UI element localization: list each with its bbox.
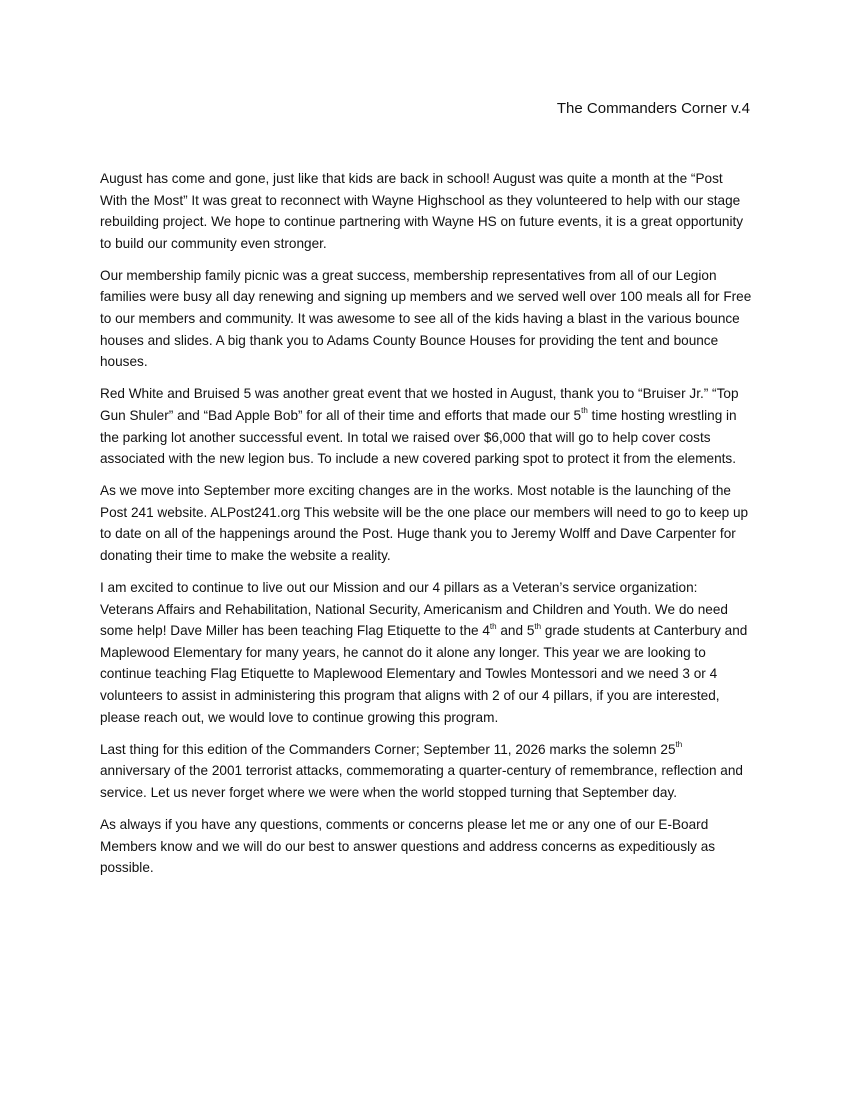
paragraph-text: anniversary of the 2001 terrorist attacks, commemorating a quarter-century of remembrance, reflection and service. Let us never forget where we were when the world stopped turning that September day. [100,763,743,800]
paragraph [100,265,752,373]
paragraph-text: Last thing for this edition of the Commanders Corner; September 11, 2026 marks the solemn 25 [100,741,676,757]
ordinal-suffix: th [581,406,588,416]
paragraph [100,577,752,728]
paragraph [100,168,752,254]
ordinal-suffix: th [534,621,542,631]
paragraph-text: As always if you have any questions, comments or concerns please let me or any one of our E-Board Members know and we will do our best to answer questions and address concerns as expeditiously as possible. [100,817,716,876]
ordinal-suffix: th [489,621,497,631]
paragraph-text: and 5 [496,623,535,639]
paragraph-text: grade students at Canterbury and Maplewood Elementary for many years, he cannot do it alone any longer. This year we are looking to continue teaching Flag Etiquette to Maplewood Elementary and Towles Montessori and we need 3 or 4 volunteers to assist in administering this program that aligns with 2 of our 4 pillars, if you are interested, please reach out, we would love to continue growing this program. [100,623,748,725]
paragraph-text: I am excited to continue to live out our Mission and our 4 pillars as a Veteran’s service organization: Veterans Affairs and Rehabilitation, National Security, Americanism and Children and Youth. We do need some help! Dave Miller has been teaching Flag Etiquette to the 4 [100,580,728,639]
ordinal-suffix: th [675,740,683,750]
paragraph-text: time hosting wrestling in the parking lot another successful event. In total we raised over $6,000 that will go to help cover costs associated with the new legion bus. To include a new covered parking spot to protect it from the elements. [100,407,737,467]
document-title: The Commanders Corner v.4 [556,100,750,117]
paragraph [100,814,752,879]
paragraph-text: August has come and gone, just like that kids are back in school! August was quite a month at the “Post With the Most” It was great to reconnect with Wayne Highschool as they volunteered to help with our stage rebuilding project. We hope to continue partnering with Wayne HS on future events, it is a great opportunity to build our community even stronger. [100,171,744,251]
paragraph-text: As we move into September more exciting changes are in the works. Most notable is the launching of the Post 241 website. ALPost241.org This website will be the one place our members will need to go to keep up to date on all of the happenings around the Post. Huge thank you to Jeremy Wolff and Dave Carpenter for donating their time to make the website a reality. [100,483,749,563]
paragraph [100,383,752,469]
paragraph-text: Red White and Bruised 5 was another great event that we hosted in August, thank you to “Bruiser Jr.” “Top Gun Shuler” and “Bad Apple Bob” for all of their time and efforts that made our 5 [100,386,739,423]
paragraph-text: Our membership family picnic was a great success, membership representatives from all of our Legion families were busy all day renewing and signing up members and we served well over 100 meals all for Free to our members and community. It was awesome to see all of the kids having a blast in the various bounce houses and slides. A big thank you to Adams County Bounce Houses for providing the tent and bounce houses. [100,267,752,370]
paragraph [100,480,752,566]
document-body [100,168,752,889]
paragraph [100,739,752,804]
